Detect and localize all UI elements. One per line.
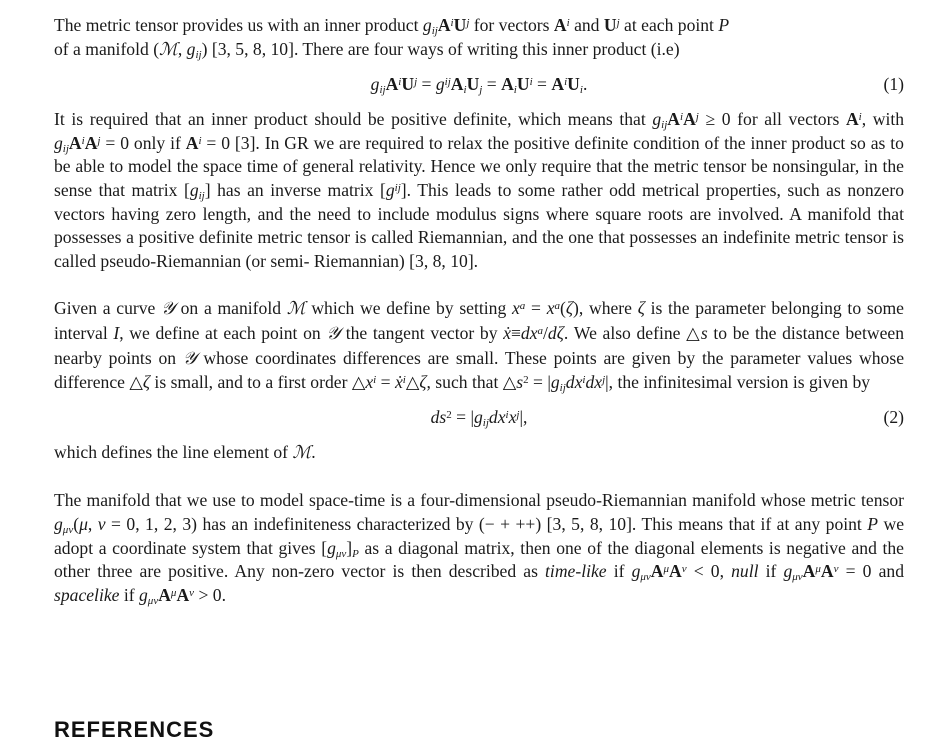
- text-span: . This leads to some rather odd metrical properties, such as nonzero vectors having zero length, and the need to include modulus signs where square roots are involved. A manifold that possesses a positive definite metric tensor is called Riemannian, and the one that possesses an indefinite metric tensor is called pseudo-Riemannian (or semi- Riemannian) [3, 8, 10].: [54, 179, 904, 271]
- text-span: , with: [861, 109, 905, 130]
- text-span: to be the distance between nearby points on: [54, 322, 905, 368]
- text-span: for vectors: [469, 15, 554, 35]
- references-heading: REFERENCES: [54, 717, 215, 742]
- paragraph-line-element: which defines the line element of ℳ.: [54, 441, 316, 463]
- text-span: , such that: [426, 372, 503, 393]
- text-span: It is required that an inner product should be positive definite, which means that: [54, 109, 653, 130]
- text-span: .: [311, 441, 316, 462]
- text-span: . We also define: [563, 322, 687, 343]
- text-span: of a manifold: [54, 38, 154, 59]
- text-span: , where: [578, 298, 638, 319]
- text-span: spacelike: [54, 584, 120, 605]
- equation-2: [54, 401, 904, 435]
- text-span: , the infinitesimal version is given by: [608, 372, 871, 393]
- text-span: whose coordinates differences are small. These points are given by the parameter values whose difference: [54, 347, 905, 393]
- equation-2-number: (2): [883, 406, 904, 427]
- text-span: if: [119, 584, 139, 605]
- text-span: time-like: [545, 561, 607, 582]
- equation-1-number: (1): [883, 74, 904, 95]
- paragraph-metric-tensor: The metric tensor provides us with an inner product $g_{ij}A^iU^j$ for vectors $A^i$ and $U^j$ at each point P of a manifold (ℳ, $g_{ij}$) [3, 5, 8, 10]. There are four ways of writing this inner product (i.e): [54, 15, 730, 61]
- text-span: which defines the line element of: [54, 441, 293, 462]
- text-span: we adopt a coordinate system that gives: [54, 513, 905, 558]
- paragraph-positive-definite: It is required that an inner product should be positive definite, which means that $g_{ij}A^iA^j \ge 0$ for all vectors $A^i$, with $g_{ij}A^iA^j = 0$ only if $A^i = 0$ [3]. In GR we are required to relax the positive definite condition of the inner product so as to be able to model the space time of general relativity. Hence we only require that the metric tensor be nonsingular, in the sense that matrix $[g_{ij}]$ has an inverse matrix $[g^{ij}]$. This leads to some rather odd metrical properties, such as nonzero vectors having zero length, and the need to include modulus signs where square roots are involved. A manifold that possesses a positive definite metric tensor is called Riemannian, and the one that possesses an indefinite metric tensor is called pseudo-Riemannian (or semi- Riemannian) [3, 8, 10].: [54, 109, 905, 271]
- text-span: has an indefiniteness characterized by: [197, 513, 479, 534]
- paragraph-space-time: The manifold that we use to model space-time is a four-dimensional pseudo-Riemannian manifold whose metric tensor $g_{\mu\nu}(\mu$, ν = 0, 1, 2, 3) has an indefiniteness characterized by (− + ++) [3, 5, 8, 10]. This means that if at any point P we adopt a coordinate system that gives $[g_{\mu\nu}]_P$ as a diagonal matrix, then one of the diagonal elements is negative and the other three are positive. Any non-zero vector is then described as time-like if $g_{\mu\nu}A^\mu A^\nu < 0$, null if $g_{\mu\nu}A^\mu A^\nu = 0$ and spacelike if $g_{\mu\nu}A^\mu A^\nu > 0$.: [54, 490, 905, 607]
- equation-2-body: $ds^2 = |g_{ij}dx^ix^j|$,: [430, 406, 528, 430]
- text-span: The metric tensor provides us with an inner product: [54, 15, 423, 35]
- paragraph-gap: [54, 273, 904, 297]
- text-span: ,: [719, 561, 732, 582]
- text-span: only if: [129, 132, 186, 153]
- text-span: for all vectors: [730, 109, 846, 130]
- text-span: [3]. In GR we are required to relax the positive definite condition of the inner product so as to be able to model the space time of general relativity. Hence we only require that the metric tensor be nonsingular, in the sense that matrix: [54, 132, 904, 200]
- paragraph-gap: [54, 465, 904, 489]
- text-span: as a diagonal matrix, then one of the diagonal elements is negative and the other three are positive. Any non-zero vector is then described as: [54, 537, 904, 582]
- paragraph-curve: Given a curve 𝒴 on a manifold ℳ which we define by setting $x^a = x^a(\zeta)$, where ζ is the parameter belonging to some interval I, we define at each point on 𝒴 the tangent vector by $ẋ\equiv dx^a/d\zeta$. We also define △s to be the distance between nearby points on 𝒴 whose coordinates differences are small. These points are given by the parameter values whose difference △ζ is small, and to a first order $\triangle x^i$ = ẋ$^i$△ζ, such that $\triangle s^2 = |g_{ij}dx^idx^j|$, the infinitesimal version is given by: [54, 298, 905, 395]
- text-span: and: [871, 561, 904, 582]
- text-span: [3, 5, 8, 10]. This means that if at any point: [541, 513, 868, 534]
- text-span: is the parameter belonging to some interval: [54, 298, 904, 343]
- text-span: [3, 5, 8, 10]. There are four ways of writing this inner product (i.e): [207, 38, 680, 59]
- paper-body: [54, 14, 904, 607]
- text-span: the tangent vector by: [340, 322, 504, 343]
- text-span: if: [758, 561, 784, 582]
- text-span: is small, and to a first order: [150, 372, 352, 393]
- text-span: has an inverse matrix: [210, 179, 380, 200]
- equation-1-body: $g_{ij}A^iU^j = g^{ij}A_iU_j = A_iU^i = A^iU_i$.: [370, 74, 588, 97]
- text-span: null: [731, 561, 759, 582]
- text-span: Given a curve: [54, 298, 162, 319]
- equation-1: [54, 68, 904, 102]
- text-span: and: [569, 15, 604, 35]
- text-span: on a manifold: [174, 298, 287, 319]
- text-span: , we define at each point on: [119, 322, 327, 343]
- text-span: if: [606, 561, 632, 582]
- text-span: at each point: [619, 15, 719, 35]
- text-span: which we define by setting: [305, 298, 512, 319]
- text-span: The manifold that we use to model space-time is a four-dimensional pseudo-Riemannian manifold whose metric tensor: [54, 490, 904, 511]
